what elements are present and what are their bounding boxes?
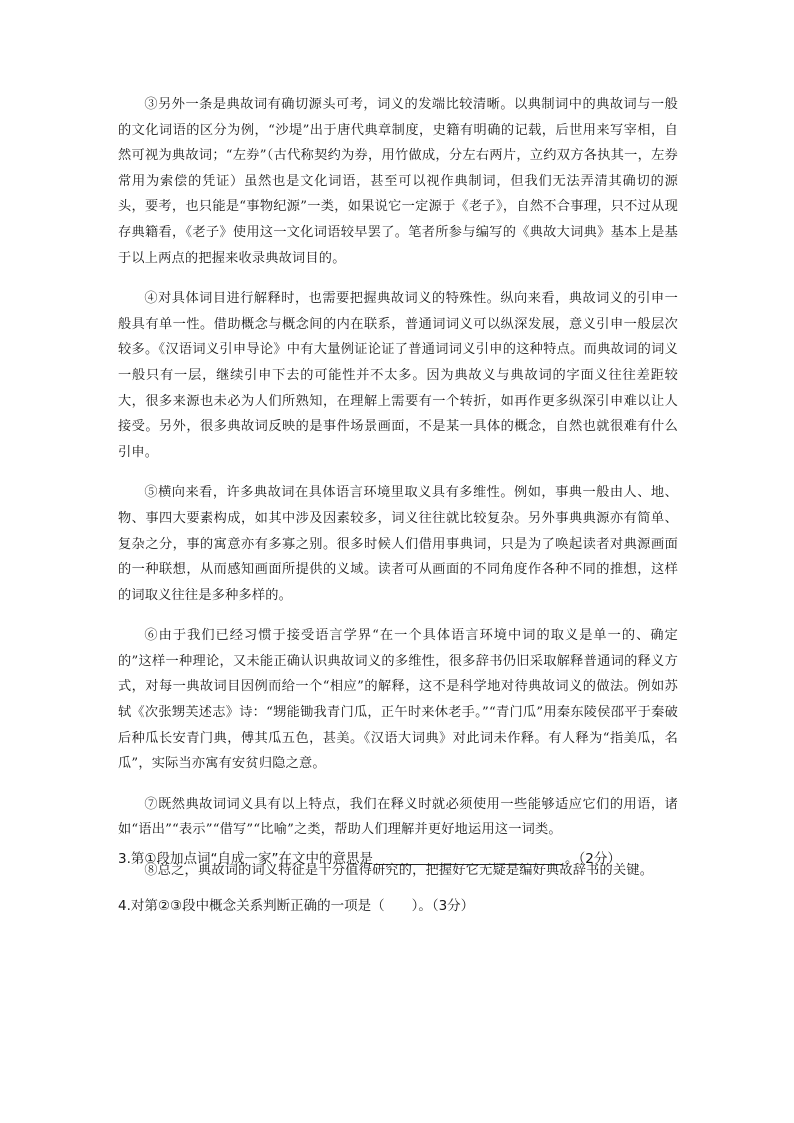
question-3-score: 。（2分）	[564, 851, 621, 867]
question-4: 4.对第②③段中概念关系判断正确的一项是（ ）。（3分）	[118, 898, 475, 914]
paragraph-7: ⑦既然典故词词义具有以上特点，我们在释义时就必须使用一些能够适应它们的用语，诸如“语出”“表示”“借写”“比喻”之类，帮助人们理解并更好地运用这一词类。	[118, 796, 678, 838]
paragraph-5: ⑤横向来看，许多典故词在具体语言环境里取义具有多维性。例如，事典一般由人、地、物、事四大要素构成，如其中涉及因素较多，词义往往就比较复杂。另外事典典源亦有简单、复杂之分，事的寓意亦有多寡之别。很多时候人们借用事典词，只是为了唤起读者对典源画面的一种联想，从而感知画面所提供的义域。读者可从画面的不同角度作各种不同的推想，这样的词取义往往是多种多样的。	[118, 485, 678, 603]
paragraph-4: ④对具体词目进行解释时，也需要把握典故词义的特殊性。纵向来看，典故词义的引申一般具有单一性。借助概念与概念间的内在联系，普通词词义可以纵深发展，意义引申一般层次较多。《汉语词义引申导论》中有大量例证论证了普通词词义引申的这种特点。而典故词的词义一般只有一层，继续引申下去的可能性并不太多。因为典故义与典故词的字面义往往差距较大，很多来源也未必为人们所熟知，在理解上需要有一个转折，如再作更多纵深引申难以让人接受。另外，很多典故词反映的是事件场景画面，不是某一具体的概念，自然也就很难有什么引申。	[118, 291, 678, 460]
answer-blank[interactable]	[375, 849, 563, 865]
question-3	[118, 847, 621, 871]
paragraph-3: ③另外一条是典故词有确切源头可考，词义的发端比较清晰。以典制词中的典故词与一般的文化词语的区分为例，“沙堤”出于唐代典章制度，史籍有明确的记载，后世用来写宰相，自然可视为典故词；“左券”（古代称契约为券，用竹做成，分左右两片，立约双方各执其一，左券常用为索偿的凭证）虽然也是文化词语，甚至可以视作典制词，但我们无法弄清其确切的源头，要考，也只能是“事物纪源”一类，如果说它一定源于《老子》，自然不合事理，只不过从现存典籍看，《老子》使用这一文化词语较早罢了。笔者所参与编写的《典故大词典》基本上是基于以上两点的把握来收录典故词目的。	[118, 97, 678, 266]
question-3-prompt: 3.第①段加点词“自成一家”在文中的意思是	[118, 851, 373, 867]
paragraph-8: ⑧总之，典故词的词义特征是十分值得研究的，把握好它无疑是编好典故辞书的关键。	[144, 863, 654, 879]
document-page	[118, 92, 678, 914]
paragraph-6: ⑥由于我们已经习惯于接受语言学界“在一个具体语言环境中词的取义是单一的、确定的”这样一种理论，又未能正确认识典故词义的多维性，很多辞书仍旧采取解释普通词的释义方式，对每一典故词目因例而给一个“相应”的解释，这不是科学地对待典故词义的做法。例如苏轼《次张甥芙述志》诗：“甥能锄我青门瓜，正午时来休老手。”“青门瓜”用秦东陵侯邵平于秦破后种瓜长安青门典，傅其瓜五色，甚美。《汉语大词典》对此词未作释。有人释为“指美瓜，名瓜”，实际当亦寓有安贫归隐之意。	[118, 628, 678, 772]
